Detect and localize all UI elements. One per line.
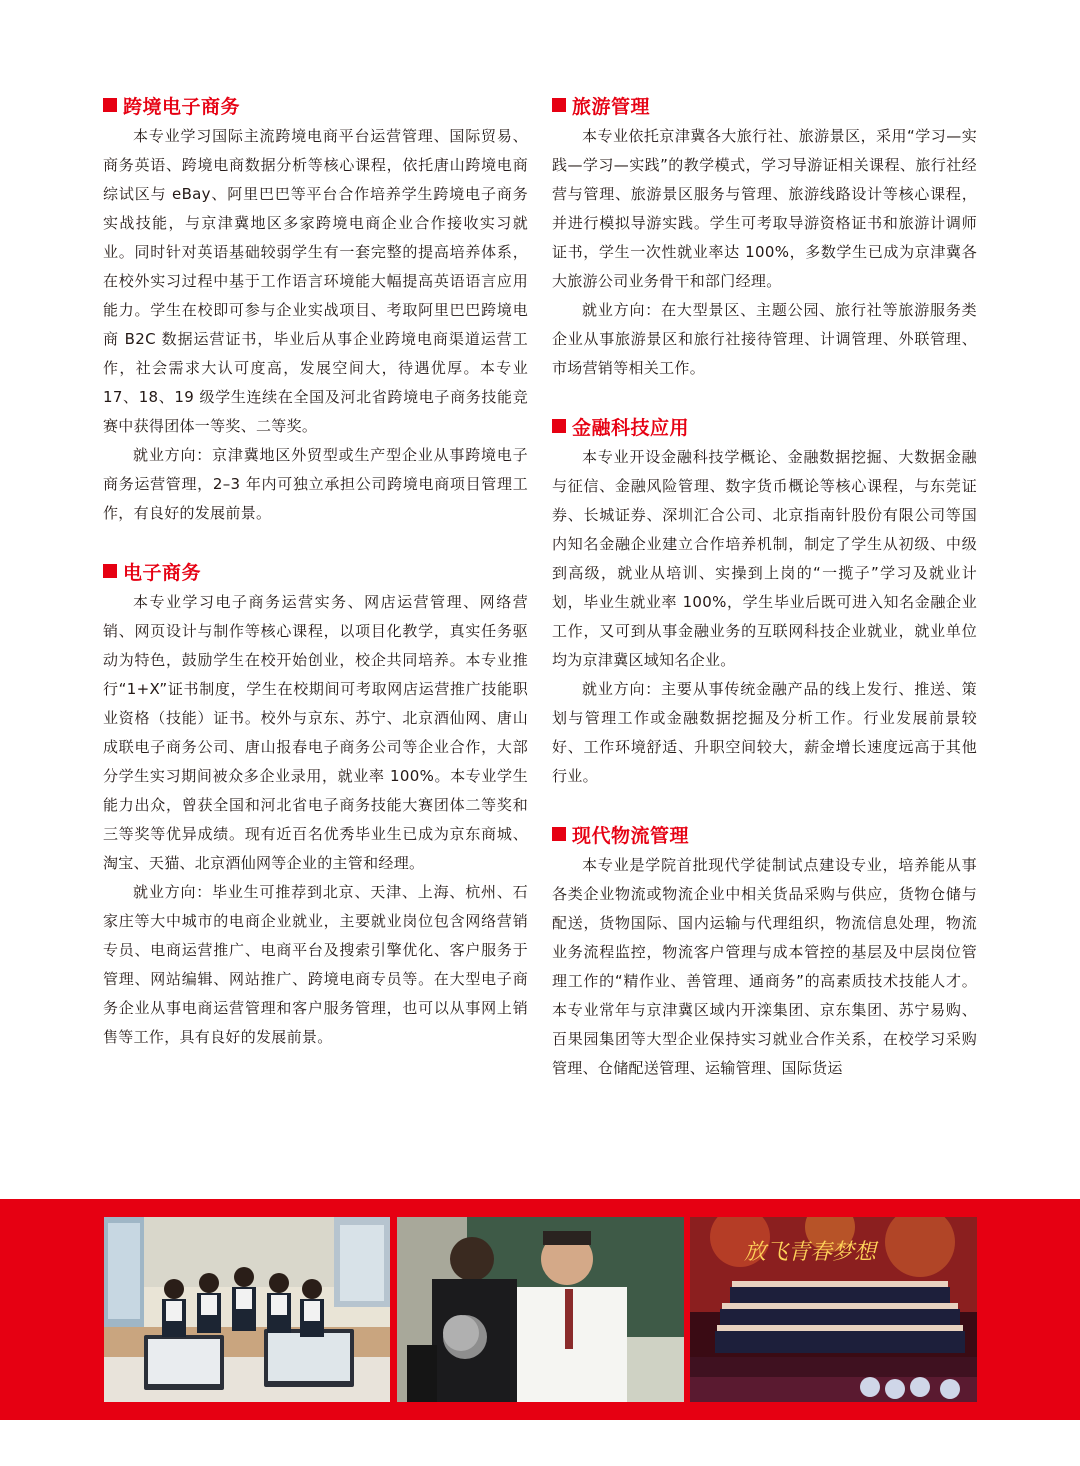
section-tourism-management — [552, 92, 977, 383]
red-square-icon — [552, 827, 566, 841]
classroom-photo — [104, 1217, 390, 1402]
section-heading — [103, 558, 528, 584]
section-logistics — [552, 821, 977, 1083]
section-paragraph: 本专业学习国际主流跨境电商平台运营管理、国际贸易、商务英语、跨境电商数据分析等核心课程，依托唐山跨境电商综试区与 eBay、阿里巴巴等平台合作培养学生跨境电子商务实战技能，与京津冀地区多家跨境电商企业合作接收实习就业。同时针对英语基础较弱学生有一套完整的提高培养体系，在校外实习过程中基于工作语言环境能大幅提高英语语言应用能力。学生在校即可参与企业实战项目、考取阿里巴巴跨境电商 B2C 数据运营证书，毕业后从事企业跨境电商渠道运营工作，社会需求大认可度高，发展空间大，待遇优厚。本专业 17、18、19 级学生连续在全国及河北省跨境电子商务技能竞赛中获得团体一等奖、二等奖。 — [103, 127, 528, 435]
section-cross-border-ecommerce — [103, 92, 528, 528]
section-paragraph: 本专业开设金融科技学概论、金融数据挖掘、大数据金融与征信、金融风险管理、数字货币概论等核心课程，与东莞证券、长城证券、深圳汇合公司、北京指南针股份有限公司等国内知名金融企业建立合作培养机制，制定了学生从初级、中级到高级，就业从培训、实操到上岗的“一揽子”学习及就业计划，毕业生就业率 100%，学生毕业后既可进入知名金融企业工作，又可到从事金融业务的互联网科技企业就业，就业单位均为京津冀区域知名企业。 — [552, 448, 977, 669]
section-title: 金融科技应用 — [572, 416, 690, 439]
stage-choir-photo — [690, 1217, 977, 1402]
red-square-icon — [552, 98, 566, 112]
section-paragraph: 本专业依托京津冀各大旅行社、旅游景区，采用“学习—实践—学习—实践”的教学模式，学习导游证相关课程、旅行社经营与管理、旅游景区服务与管理、旅游线路设计等核心课程，并进行模拟导游实践。学生可考取导游资格证书和旅游计调师证书，学生一次性就业率达 100%，多数学生已成为京津冀各大旅游公司业务骨干和部门经理。 — [552, 127, 977, 290]
section-title: 电子商务 — [123, 561, 202, 584]
section-title: 现代物流管理 — [572, 824, 690, 847]
red-square-icon — [552, 419, 566, 433]
section-paragraph: 本专业学习电子商务运营实务、网店运营管理、网络营销、网页设计与制作等核心课程，以项目化教学，真实任务驱动为特色，鼓励学生在校开始创业，校企共同培养。本专业推行“1+X”证书制度，学生在校期间可考取网店运营推广技能职业资格（技能）证书。校外与京东、苏宁、北京酒仙网、唐山成联电子商务公司、唐山报春电子商务公司等企业合作，大部分学生实习期间被众多企业录用，就业率 100%。本专业学生能力出众，曾获全国和河北省电子商务技能大赛团体二等奖和三等奖等优异成绩。现有近百名优秀毕业生已成为京东商城、淘宝、天猫、北京酒仙网等企业的主管和经理。 — [103, 593, 528, 872]
section-fintech — [552, 413, 977, 791]
section-title: 旅游管理 — [572, 95, 651, 118]
career-paragraph: 就业方向：毕业生可推荐到北京、天津、上海、杭州、石家庄等大中城市的电商企业就业，主要就业岗位包含网络营销专员、电商运营推广、电商平台及搜索引擎优化、客户服务于管理、网站编辑、网站推广、跨境电商专员等。在大型电子商务企业从事电商运营管理和客户服务管理，也可以从事网上销售等工作，具有良好的发展前景。 — [103, 883, 528, 1046]
section-title: 跨境电子商务 — [123, 95, 241, 118]
photo-band — [0, 1199, 1080, 1420]
left-column — [103, 92, 528, 1082]
red-square-icon — [103, 564, 117, 578]
section-heading — [552, 821, 977, 847]
stage-banner-text: 放飞青春梦想 — [743, 1240, 877, 1265]
career-paragraph: 就业方向：京津冀地区外贸型或生产型企业从事跨境电子商务运营管理，2–3 年内可独立承担公司跨境电商项目管理工作，有良好的发展前景。 — [103, 446, 528, 522]
teacher-student-photo — [397, 1217, 684, 1402]
red-square-icon — [103, 98, 117, 112]
section-paragraph: 本专业是学院首批现代学徒制试点建设专业，培养能从事各类企业物流或物流企业中相关货品采购与供应，货物仓储与配送，货物国际、国内运输与代理组织，物流信息处理，物流业务流程监控，物流客户管理与成本管控的基层及中层岗位管理工作的“精作业、善管理、通商务”的高素质技术技能人才。本专业常年与京津冀区域内开滦集团、京东集团、苏宁易购、百果园集团等大型企业保持实习就业合作关系，在校学习采购管理、仓储配送管理、运输管理、国际货运 — [552, 856, 977, 1077]
section-heading — [552, 413, 977, 439]
section-ecommerce — [103, 558, 528, 1052]
section-heading — [103, 92, 528, 118]
career-paragraph: 就业方向：主要从事传统金融产品的线上发行、推送、策划与管理工作或金融数据挖掘及分析工作。行业发展前景较好、工作环境舒适、升职空间较大，薪金增长速度远高于其他行业。 — [552, 680, 977, 785]
right-column — [552, 92, 977, 1113]
section-heading — [552, 92, 977, 118]
career-paragraph: 就业方向：在大型景区、主题公园、旅行社等旅游服务类企业从事旅游景区和旅行社接待管理、计调管理、外联管理、市场营销等相关工作。 — [552, 301, 977, 377]
